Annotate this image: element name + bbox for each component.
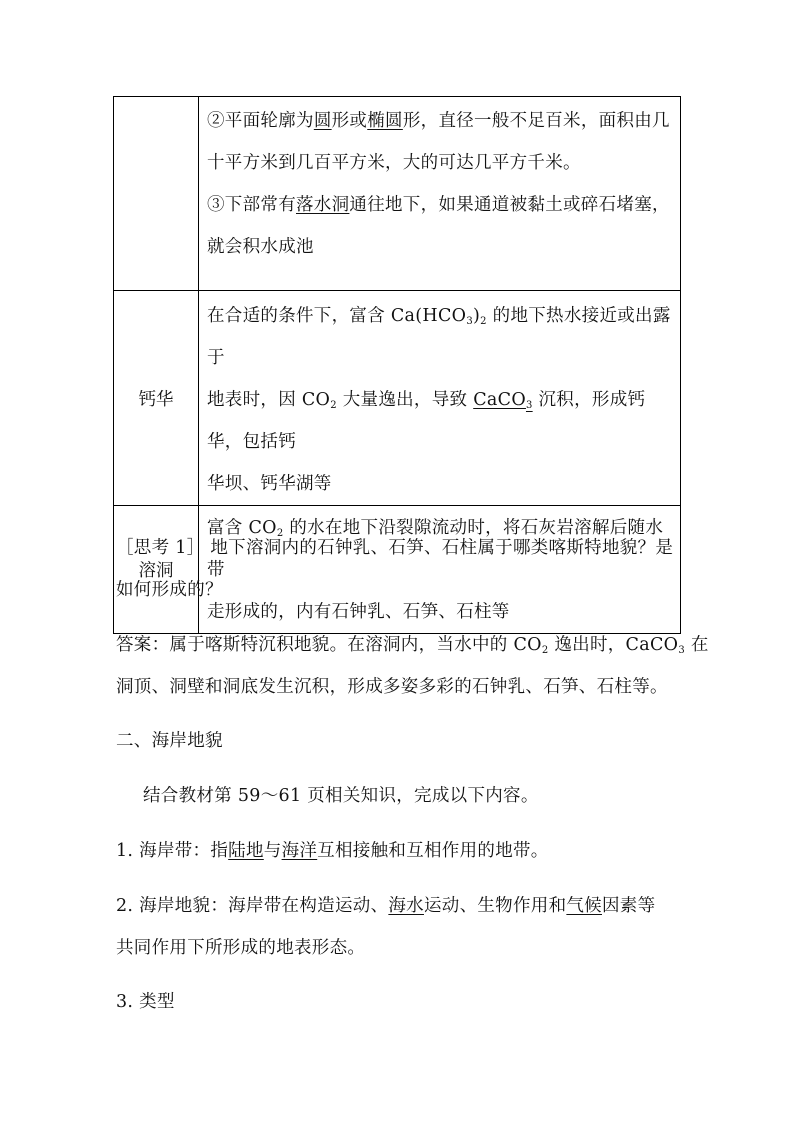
row-description <box>199 97 681 291</box>
underlined-text: 圆 <box>313 111 332 131</box>
text-segment: 富含 CO <box>207 518 277 538</box>
subscript-text: 3 <box>525 400 533 411</box>
underlined-text: CaCO <box>473 390 526 410</box>
text-segment: 与 <box>263 841 282 861</box>
subscript-text: 3 <box>466 316 473 327</box>
underlined-text: 陆地 <box>228 841 264 861</box>
list-item <box>116 830 549 872</box>
underlined-text: 海洋 <box>281 841 318 861</box>
text-line <box>207 153 581 173</box>
text-segment: 的水在地下沿裂隙流动时，将石灰岩溶解后随水带 <box>207 518 664 580</box>
intro-text: 结合教材第 59～61 页相关知识，完成以下内容。 <box>143 786 539 806</box>
text-line <box>207 111 670 131</box>
text-segment: 的地下热水接近或出露于 <box>207 306 671 368</box>
text-segment: 1. 海岸带：指 <box>116 841 229 861</box>
text-segment: 运动、生物作用和 <box>423 896 567 916</box>
text-segment: 大量逸出，导致 <box>336 390 474 410</box>
text-segment: 走形成的，内有石钟乳、石笋、石柱等 <box>207 602 510 622</box>
description-paragraph <box>207 507 672 633</box>
text-segment: 地表时，因 CO <box>207 390 331 410</box>
text-segment: ) <box>472 306 481 326</box>
row-label: 溶洞 <box>114 506 199 634</box>
answer-line: 洞顶、洞壁和洞底发生沉积，形成多姿多彩的石钟乳、石笋、石柱等。 <box>116 677 668 697</box>
text-line <box>207 390 645 452</box>
underlined-text: 海水 <box>388 896 424 916</box>
text-segment: 华坝、钙华湖等 <box>207 474 332 494</box>
list-item-continuation: 共同作用下所形成的地表形态。 <box>116 938 366 958</box>
text-segment: 在合适的条件下，富含 Ca(HCO <box>207 306 467 326</box>
subscript-text: 3 <box>678 645 685 656</box>
text-segment: 逸出时，CaCO <box>548 635 679 655</box>
underlined-text: 气候 <box>566 896 602 916</box>
list-item <box>116 885 655 927</box>
subscript-text: 2 <box>330 400 337 411</box>
row-label: 钙华 <box>114 291 199 506</box>
subscript-text: 2 <box>480 316 487 327</box>
answer-line <box>116 624 709 666</box>
text-segment: 互相接触和互相作用的地带。 <box>317 841 549 861</box>
think-question-line: ［思考 1］ 地下溶洞内的石钟乳、石笋、石柱属于哪类喀斯特地貌？是 <box>116 538 674 558</box>
underlined-text: 椭圆 <box>367 111 403 131</box>
text-line <box>207 474 332 494</box>
text-line <box>207 602 510 622</box>
subscript-text: 2 <box>276 528 284 539</box>
description-paragraph <box>207 184 672 268</box>
text-segment: 在 <box>684 635 709 655</box>
text-segment: ②平面轮廓为 <box>207 111 314 131</box>
text-segment: 形或 <box>331 111 368 131</box>
text-line <box>207 306 671 368</box>
text-segment: 通往地下，如果通道被黏土或碎石堵塞， <box>349 195 670 215</box>
text-segment: 十平方米到几百平方米，大的可达几平方千米。 <box>207 153 581 173</box>
text-segment: 沉积，形成钙华，包括钙 <box>207 390 646 452</box>
text-segment: 因素等 <box>601 896 656 916</box>
think-question-line: 如何形成的？ <box>116 580 223 600</box>
table-row <box>114 97 681 291</box>
text-segment: 答案：属于喀斯特沉积地貌。在溶洞内，当水中的 CO <box>116 635 542 655</box>
description-paragraph <box>207 295 672 505</box>
row-description <box>199 506 681 634</box>
text-segment: 2. 海岸地貌：海岸带在构造运动、 <box>116 896 389 916</box>
row-label <box>114 97 199 291</box>
subscript-text: 2 <box>541 645 549 656</box>
list-item: 3. 类型 <box>116 992 175 1012</box>
text-line <box>207 195 670 215</box>
text-segment: 就会积水成池 <box>207 237 314 257</box>
table-row <box>114 291 681 506</box>
row-description <box>199 291 681 506</box>
text-segment: ③下部常有 <box>207 195 296 215</box>
description-paragraph <box>207 100 672 184</box>
text-line <box>207 237 314 257</box>
text-segment: 形，直径一般不足百米，面积由几 <box>402 111 670 131</box>
underlined-text: 落水洞 <box>296 195 350 215</box>
section-title: 二、海岸地貌 <box>116 731 223 751</box>
